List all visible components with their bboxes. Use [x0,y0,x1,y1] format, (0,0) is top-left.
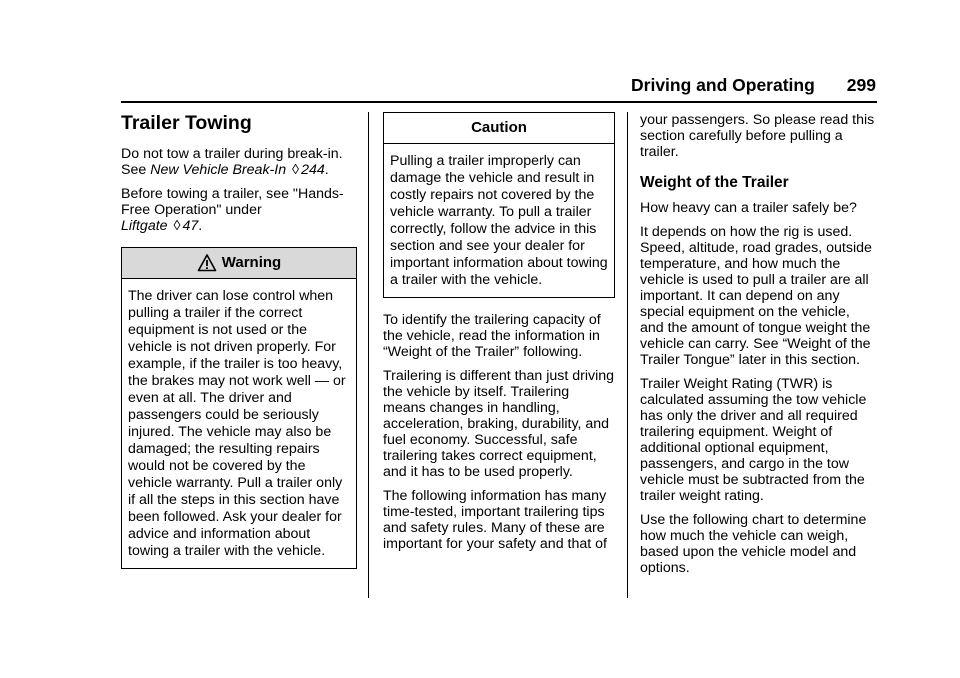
liftgate-paragraph: Before towing a trailer, see "Hands-Free Operation" under Liftgate ◊ 47. [121,186,344,234]
warning-icon [197,253,217,273]
section-subheading: Weight of the Trailer [640,174,789,191]
body-paragraph: The following information has many time-tested, important trailering tips and safety rules. Many of these are important for your safety and that of [383,488,607,552]
breakin-page-ref[interactable]: 244 [301,162,325,178]
body-paragraph: How heavy can a trailer safely be? [640,200,857,216]
body-paragraph: Trailering is different than just driving the vehicle by itself. Trailering means changes in handling, acceleration, braking, durability, and fuel economy. Successful, safe trailering takes correct equipment, and it has to be used properly. [383,368,615,480]
breakin-link[interactable]: New Vehicle Break-In [150,162,287,178]
column-middle [383,112,615,560]
warning-header [122,248,356,279]
breakin-paragraph: Do not tow a trailer during break-in. See New Vehicle Break-In ◊ 244. [121,146,343,178]
page-title: Trailer Towing [121,112,252,134]
breakin-text: Do not tow a trailer during break-in. See [121,146,343,178]
warning-label: Warning [221,254,282,271]
body-paragraph: It depends on how the rig is used. Speed, altitude, road grades, outside temperature, and how much the vehicle is used to pull a trailer are all important. It can depend on any special equipment on the vehicle, and the amount of tongue weight the vehicle can carry. See “Weight of the Trailer Tongue” later in this section. [640,224,872,368]
page-number: 299 [846,74,876,95]
continuation-paragraph: your passengers. So please read this section carefully before pulling a trailer. [640,112,875,160]
column-divider-2 [627,112,628,598]
page-reference-icon: ◊ [292,162,300,178]
liftgate-page-ref[interactable]: 47 [182,218,199,234]
caution-header [384,113,614,144]
column-left [121,112,357,569]
header-rule [121,101,877,103]
caution-box [383,112,615,298]
warning-box [121,247,357,569]
page-header [0,73,876,97]
caution-text: Pulling a trailer improperly can damage the vehicle and result in costly repairs not covered by the vehicle warranty. To pull a trailer correctly, follow the advice in this section and see your dealer for important information about towing a trailer with the vehicle. [390,153,608,288]
section-title: Driving and Operating [631,74,815,95]
column-right [640,112,876,584]
caution-label: Caution [471,119,527,136]
column-divider-1 [368,112,369,598]
liftgate-text: Before towing a trailer, see "Hands-Free Operation" under [121,186,344,218]
body-paragraph: To identify the trailering capacity of the vehicle, read the information in “Weight of the Trailer” following. [383,312,601,360]
warning-text: The driver can lose control when pulling a trailer if the correct equipment is not used or the vehicle is not driven properly. For example, if the trailer is too heavy, the brakes may not work well — or even at all. The driver and passengers could be seriously injured. The vehicle may also be damaged; the resulting repairs would not be covered by the vehicle warranty. Pull a trailer only if all the steps in this section have been followed. Ask your dealer for advice and information about towing a trailer with the vehicle. [128,288,346,559]
body-paragraph: Use the following chart to determine how much the vehicle can weigh, based upon the vehicle model and options. [640,512,867,576]
liftgate-link[interactable]: Liftgate [121,218,168,234]
body-paragraph: Trailer Weight Rating (TWR) is calculated assuming the tow vehicle has only the driver and all required trailering equipment. Weight of additional optional equipment, passengers, and cargo in the tow vehicle must be subtracted from the trailer weight rating. [640,376,867,504]
page-reference-icon: ◊ [173,218,181,234]
